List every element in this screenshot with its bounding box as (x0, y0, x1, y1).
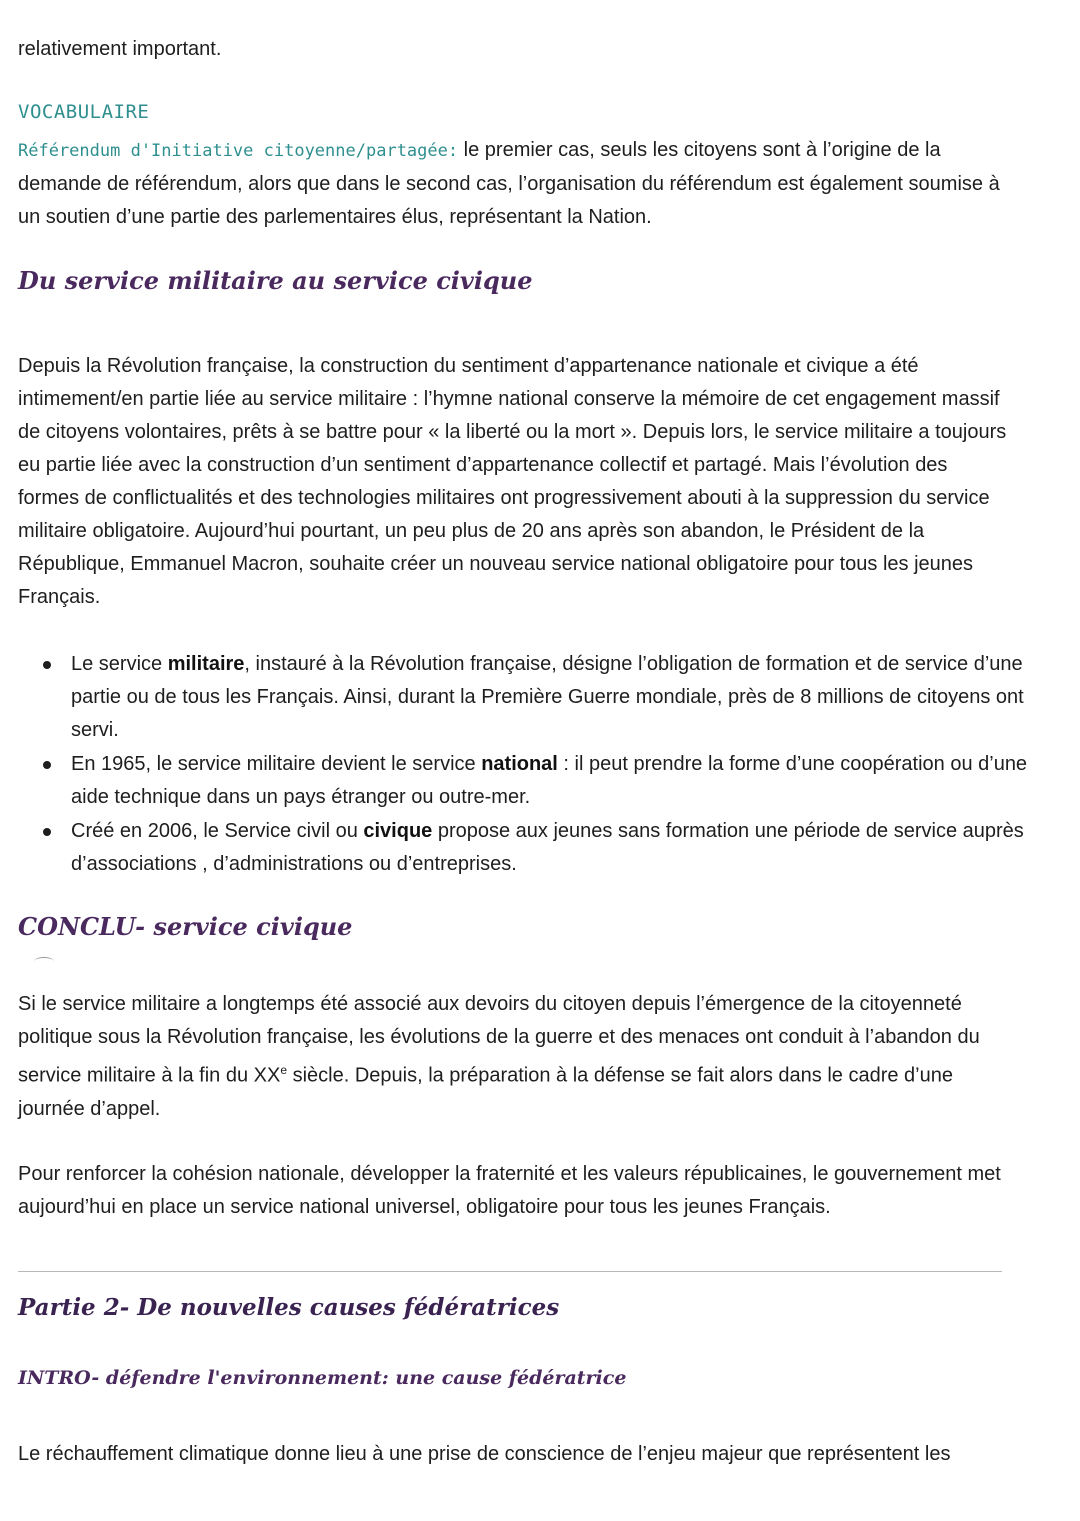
part2-intro-heading: INTRO- défendre l'environnement: une cause fédératrice (18, 1367, 627, 1389)
pen-mark (34, 957, 54, 966)
bullet-keyword: civique (363, 820, 433, 842)
service-bullet-list (40, 648, 1039, 882)
vocabulary-definition (18, 134, 1008, 234)
section-heading-service: Du service militaire au service civique (18, 266, 533, 295)
bullet-dot-icon (43, 761, 51, 769)
vocabulary-title: VOCABULAIRE (18, 101, 150, 123)
part2-paragraph: Le réchauffement climatique donne lieu à une prise de conscience de l’enjeu majeur que représentent les (18, 1443, 951, 1465)
conclusion-paragraph-1: Si le service militaire a longtemps été associé aux devoirs du citoyen depuis l’émergence de la citoyenneté politique sous la Révolution française, les évolutions de la guerre et des menaces ont conduit à l’abandon du service militaire à la fin du XXe siècle. Depuis, la préparation à la défense se fait alors dans le cadre d’une journée d’appel. (18, 993, 980, 1120)
bullet-item-civique: Créé en 2006, le Service civil ou civique propose aux jeunes sans formation une période de service auprès d’associations , d’administrations ou d’entreprises. (71, 815, 1039, 881)
bullet-item-national: En 1965, le service militaire devient le service national : il peut prendre la forme d’une coopération ou d’une aide technique dans un pays étranger ou outre-mer. (71, 748, 1039, 814)
bullet-dot-icon (43, 661, 51, 669)
bullet-keyword: militaire (167, 653, 245, 675)
section-divider (18, 1271, 1002, 1272)
bullet-dot-icon (43, 828, 51, 836)
vocabulary-definition-text: le premier cas, seuls les citoyens sont à l’origine de la demande de référendum, alors que dans le second cas, l’organisation du référendum est également soumise à un soutien d’une partie des parlementaires élus, représentant la Nation. (18, 139, 1000, 228)
conclusion-heading: CONCLU- service civique (18, 912, 353, 941)
bullet-item-militaire: Le service militaire, instauré à la Révolution française, désigne l’obligation de formation et de service d’une partie ou de tous les Français. Ainsi, durant la Première Guerre mondiale, près de 8 millions de citoyens ont servi. (71, 648, 1039, 747)
section-paragraph: Depuis la Révolution française, la construction du sentiment d’appartenance nationale et civique a été intimement/en partie liée au service militaire : l’hymne national conserve la mémoire de cet engagement massif de citoyens volontaires, prêts à se battre pour « la liberté ou la mort ». Depuis lors, le service militaire a toujours eu partie liée avec la construction d’un sentiment d’appartenance collectif et partagé. Mais l’évolution des formes de conflictualités et des technologies militaires ont progressivement abouti à la suppression du service militaire obligatoire. Aujourd’hui pourtant, un peu plus de 20 ans après son abandon, le Président de la République, Emmanuel Macron, souhaite créer un nouveau service national obligatoire pour tous les jeunes Français. (18, 355, 1007, 608)
conclusion-paragraph-2: Pour renforcer la cohésion nationale, développer la fraternité et les valeurs républicaines, le gouvernement met aujourd’hui en place un service national universel, obligatoire pour tous les jeunes Français. (18, 1163, 1001, 1218)
intro-tail-text: relativement important. (18, 38, 222, 60)
vocabulary-term: Référendum d'Initiative citoyenne/partagée: (18, 141, 459, 161)
bullet-keyword: national (481, 753, 558, 775)
part2-heading: Partie 2- De nouvelles causes fédératrices (18, 1294, 560, 1321)
